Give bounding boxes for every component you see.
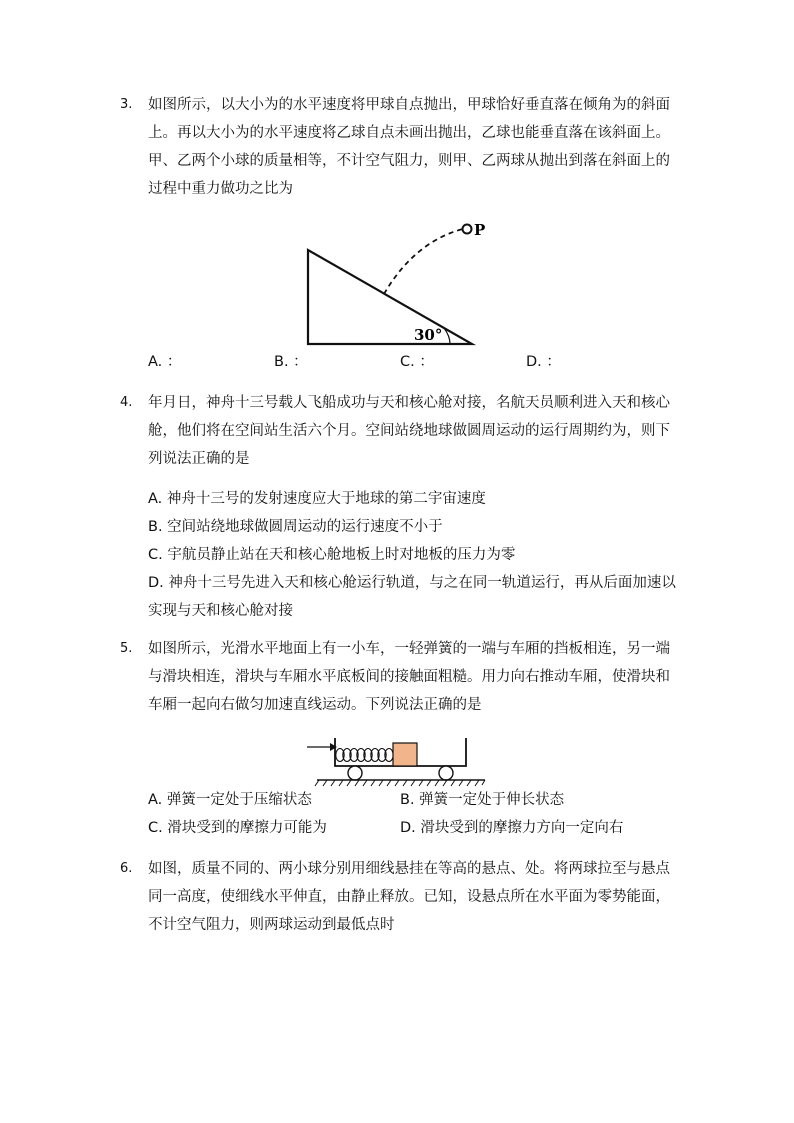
option-d[interactable]: D. ： — [526, 354, 561, 370]
incline-figure — [300, 218, 500, 350]
question-5-options — [120, 786, 680, 842]
cart-wheel-left — [348, 766, 362, 780]
option-d[interactable]: D. 神舟十三号先进入天和核心舱运行轨道，与之在同一轨道运行，再从后面加速以实现与天和核心舱对接 — [148, 575, 676, 619]
option-c[interactable]: C. 宇航员静止站在天和核心舱地板上时对地板的压力为零 — [148, 547, 516, 563]
question-number: 4. — [120, 395, 133, 410]
point-p-marker — [463, 225, 472, 234]
option-b[interactable]: B. 空间站绕地球做圆周运动的运行速度不小于 — [148, 519, 443, 535]
option-b[interactable]: B. ： — [274, 354, 308, 370]
option-list — [148, 485, 680, 625]
slider-block — [393, 743, 417, 766]
point-p-label: P — [474, 221, 486, 239]
option-d[interactable]: D. 滑块受到的摩擦力方向一定向右 — [400, 820, 624, 836]
spring — [336, 749, 393, 762]
option-a[interactable]: A. 神舟十三号的发射速度应大于地球的第二宇宙速度 — [148, 491, 486, 507]
question-number: 5. — [120, 641, 133, 656]
question-number: 3. — [120, 97, 133, 112]
question-6 — [120, 855, 680, 939]
question-number: 6. — [120, 861, 133, 876]
trajectory-path — [384, 229, 463, 294]
option-c[interactable]: C. 滑块受到的摩擦力可能为 — [148, 820, 327, 836]
incline-triangle — [308, 250, 472, 344]
option-a[interactable]: A. 弹簧一定处于压缩状态 — [148, 792, 312, 808]
question-3-options — [120, 348, 680, 376]
question-text: 如图，质量不同的、两小球分别用细线悬挂在等高的悬点、处。将两球拉至与悬点同一高度，使细线水平伸直，由静止释放。已知，设悬点所在水平面为零势能面，不计空气阻力，则两球运动到最低点时 — [148, 861, 670, 933]
question-4 — [120, 389, 680, 625]
angle-label: 30° — [414, 326, 443, 344]
cart-wheel-right — [439, 766, 453, 780]
cart-figure — [305, 734, 490, 790]
push-arrow-head — [330, 743, 337, 751]
question-text: 如图所示，以大小为的水平速度将甲球自点抛出，甲球恰好垂直落在倾角为的斜面上。再以大小为的水平速度将乙球自点未画出抛出，乙球也能垂直落在该斜面上。甲、乙两个小球的质量相等，不计空气阻力，则甲、乙两球从抛出到落在斜面上的过程中重力做功之比为 — [148, 97, 670, 197]
question-5 — [120, 635, 680, 719]
option-c[interactable]: C. ： — [400, 354, 434, 370]
question-text: 如图所示，光滑水平地面上有一小车，一轻弹簧的一端与车厢的挡板相连，另一端与滑块相连，滑块与车厢水平底板间的接触面粗糙。用力向右推动车厢，使滑块和车厢一起向右做匀加速直线运动。下列说法正确的是 — [148, 641, 670, 713]
option-a[interactable]: A. ： — [148, 354, 182, 370]
question-text: 年月日，神舟十三号载人飞船成功与天和核心舱对接，名航天员顺利进入天和核心舱，他们将在空间站生活六个月。空间站绕地球做圆周运动的运行周期约为，则下列说法正确的是 — [148, 395, 670, 467]
question-3 — [120, 91, 680, 203]
option-b[interactable]: B. 弹簧一定处于伸长状态 — [400, 792, 565, 808]
